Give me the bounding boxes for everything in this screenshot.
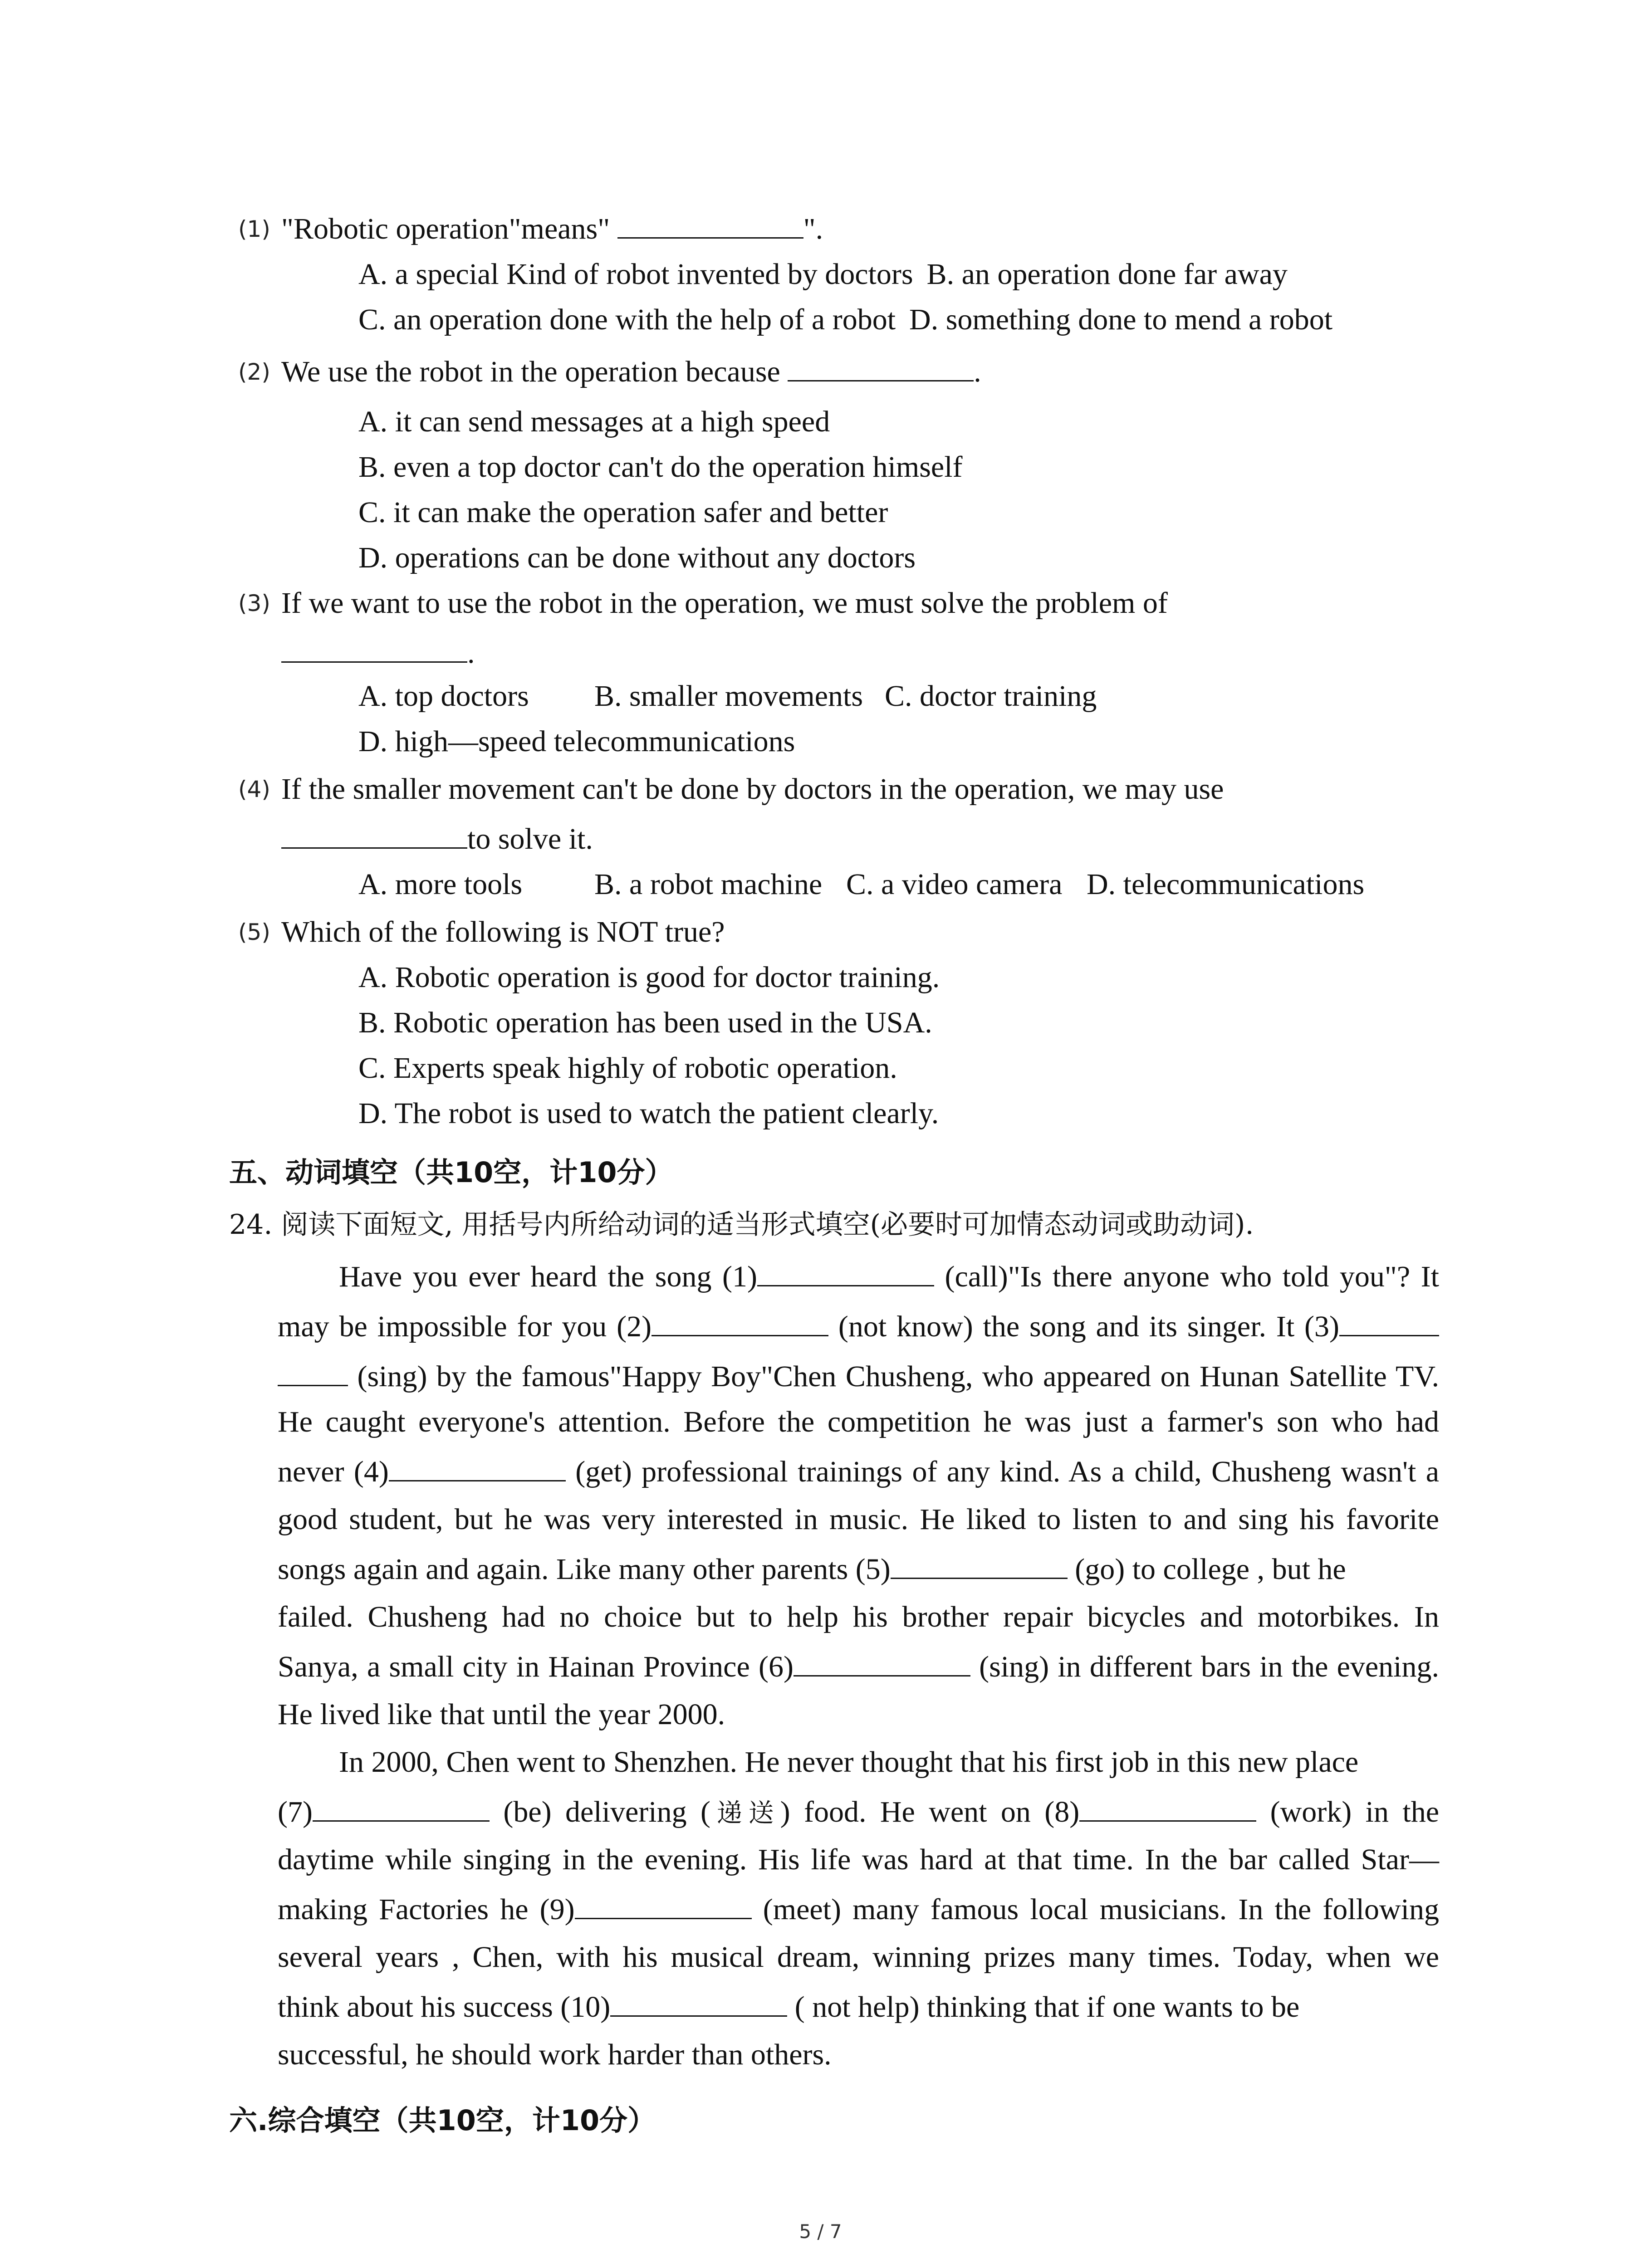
passage-line: He lived like that until the year 2000. [278,1698,725,1731]
answer-blank-10 [610,1989,787,2017]
question-stem-end: . [974,355,981,388]
option-a: A. top doctors [358,679,529,713]
question-stem-end: to solve it. [467,822,593,855]
option-d: D. telecommunications [1087,868,1365,901]
question-number: (1) [238,216,270,242]
section-heading: 五、动词填空（共10空，计10分） [229,1156,673,1189]
question-2 [238,349,981,395]
question-stem: Which of the following is NOT true? [281,915,725,948]
option-b: B. an operation done far away [926,258,1288,291]
passage-line: (7) (be) delivering (递送) food. He went on (8) (work) in the [278,1789,1439,1836]
option-b: B. Robotic operation has been used in the USA. [358,1006,932,1039]
answer-blank-6 [794,1649,970,1677]
option-d: D. high—speed telecommunications [358,725,795,758]
option-a: A. more tools [358,868,523,901]
option-b: B. even a top doctor can't do the operation himself [358,450,963,484]
answer-blank-2 [652,1309,828,1336]
passage-line: never (4) (get) professional trainings of any kind. As a child, Chusheng wasn't a [278,1449,1439,1495]
question-stem: We use the robot in the operation because [281,355,788,388]
passage-line: successful, he should work harder than others. [278,2038,832,2071]
answer-blank-8 [1079,1794,1256,1822]
answer-blank [617,210,803,239]
passage-line: may be impossible for you (2) (not know) the song and its singer. It (3) [278,1304,1439,1349]
option-b: B. a robot machine [594,868,823,901]
passage-line: think about his success (10) ( not help) thinking that if one wants to be [278,1984,1439,2030]
passage-line: He caught everyone's attention. Before the competition he was just a farmer's son who had [278,1405,1439,1438]
answer-blank-3-cont [278,1359,348,1386]
question-stem-end: . [467,636,475,670]
answer-blank-3 [1339,1309,1439,1336]
answer-blank-5 [891,1551,1068,1579]
passage-line: failed. Chusheng had no choice but to help his brother repair bicycles and motorbikes. In [278,1600,1439,1633]
answer-blank-1 [757,1259,934,1286]
option-c: C. Experts speak highly of robotic operation. [358,1051,897,1085]
answer-blank [281,820,467,849]
option-a: A. it can send messages at a high speed [358,405,830,438]
passage-line: songs again and again. Like many other parents (5) (go) to college , but he [278,1547,1439,1592]
option-line [358,674,1097,719]
question-number: (3) [238,590,270,616]
answer-blank-4 [389,1454,566,1481]
option-c: C. a video camera [846,868,1063,901]
passage-line: making Factories he (9) (meet) many famous local musicians. In the following [278,1887,1439,1932]
answer-blank-9 [575,1892,752,1919]
question-4-line2 [281,816,593,862]
option-c: C. doctor training [885,679,1097,713]
option-line [358,297,1332,342]
question-number: (4) [238,776,270,802]
passage-line: several years , Chen, with his musical dream, winning prizes many times. Today, when we [278,1941,1439,1974]
option-a: A. Robotic operation is good for doctor training. [358,961,940,994]
question-stem: If we want to use the robot in the operation, we must solve the problem of [281,587,1168,620]
question-number: (5) [238,919,270,945]
passage-line: (sing) by the famous"Happy Boy"Chen Chusheng, who appeared on Hunan Satellite TV. [278,1354,1439,1399]
option-d: D. The robot is used to watch the patient clearly. [358,1097,939,1130]
option-d: D. something done to mend a robot [909,303,1333,336]
passage-line: daytime while singing in the evening. His life was hard at that time. In the bar called Star— [278,1843,1439,1876]
question-number: (2) [238,359,270,385]
page-number: 5 / 7 [799,2220,842,2243]
option-c: C. an operation done with the help of a robot [358,303,896,336]
option-line [358,862,1364,907]
option-c: C. it can make the operation safer and better [358,496,888,529]
option-b: B. smaller movements [594,679,863,713]
section-heading: 六.综合填空（共10空，计10分） [229,2104,656,2137]
question-3 [238,581,1168,626]
section-instruction: 24. 阅读下面短文, 用括号内所给动词的适当形式填空(必要时可加情态动词或助动词). [229,1209,1254,1241]
answer-blank [281,634,467,663]
answer-blank [788,353,974,381]
question-stem-end: ". [803,212,823,245]
passage-line: good student, but he was very interested in music. He liked to listen to and sing his favorite [278,1503,1439,1536]
question-stem: "Robotic operation"means" [281,212,617,245]
question-stem: If the smaller movement can't be done by doctors in the operation, we may use [281,772,1224,806]
question-3-line2 [281,631,475,676]
option-line [358,252,1288,297]
option-a: A. a special Kind of robot invented by doctors [358,258,913,291]
question-1 [238,206,823,252]
passage-line: In 2000, Chen went to Shenzhen. He never thought that his first job in this new place [339,1745,1359,1779]
question-4 [238,767,1224,812]
answer-blank-7 [313,1794,490,1822]
passage-line: Have you ever heard the song (1) (call)"Is there anyone who told you"? It [278,1254,1439,1300]
passage-line: Sanya, a small city in Hainan Province (6) (sing) in different bars in the evening. [278,1644,1439,1690]
question-5 [238,909,725,955]
option-d: D. operations can be done without any doctors [358,541,916,574]
